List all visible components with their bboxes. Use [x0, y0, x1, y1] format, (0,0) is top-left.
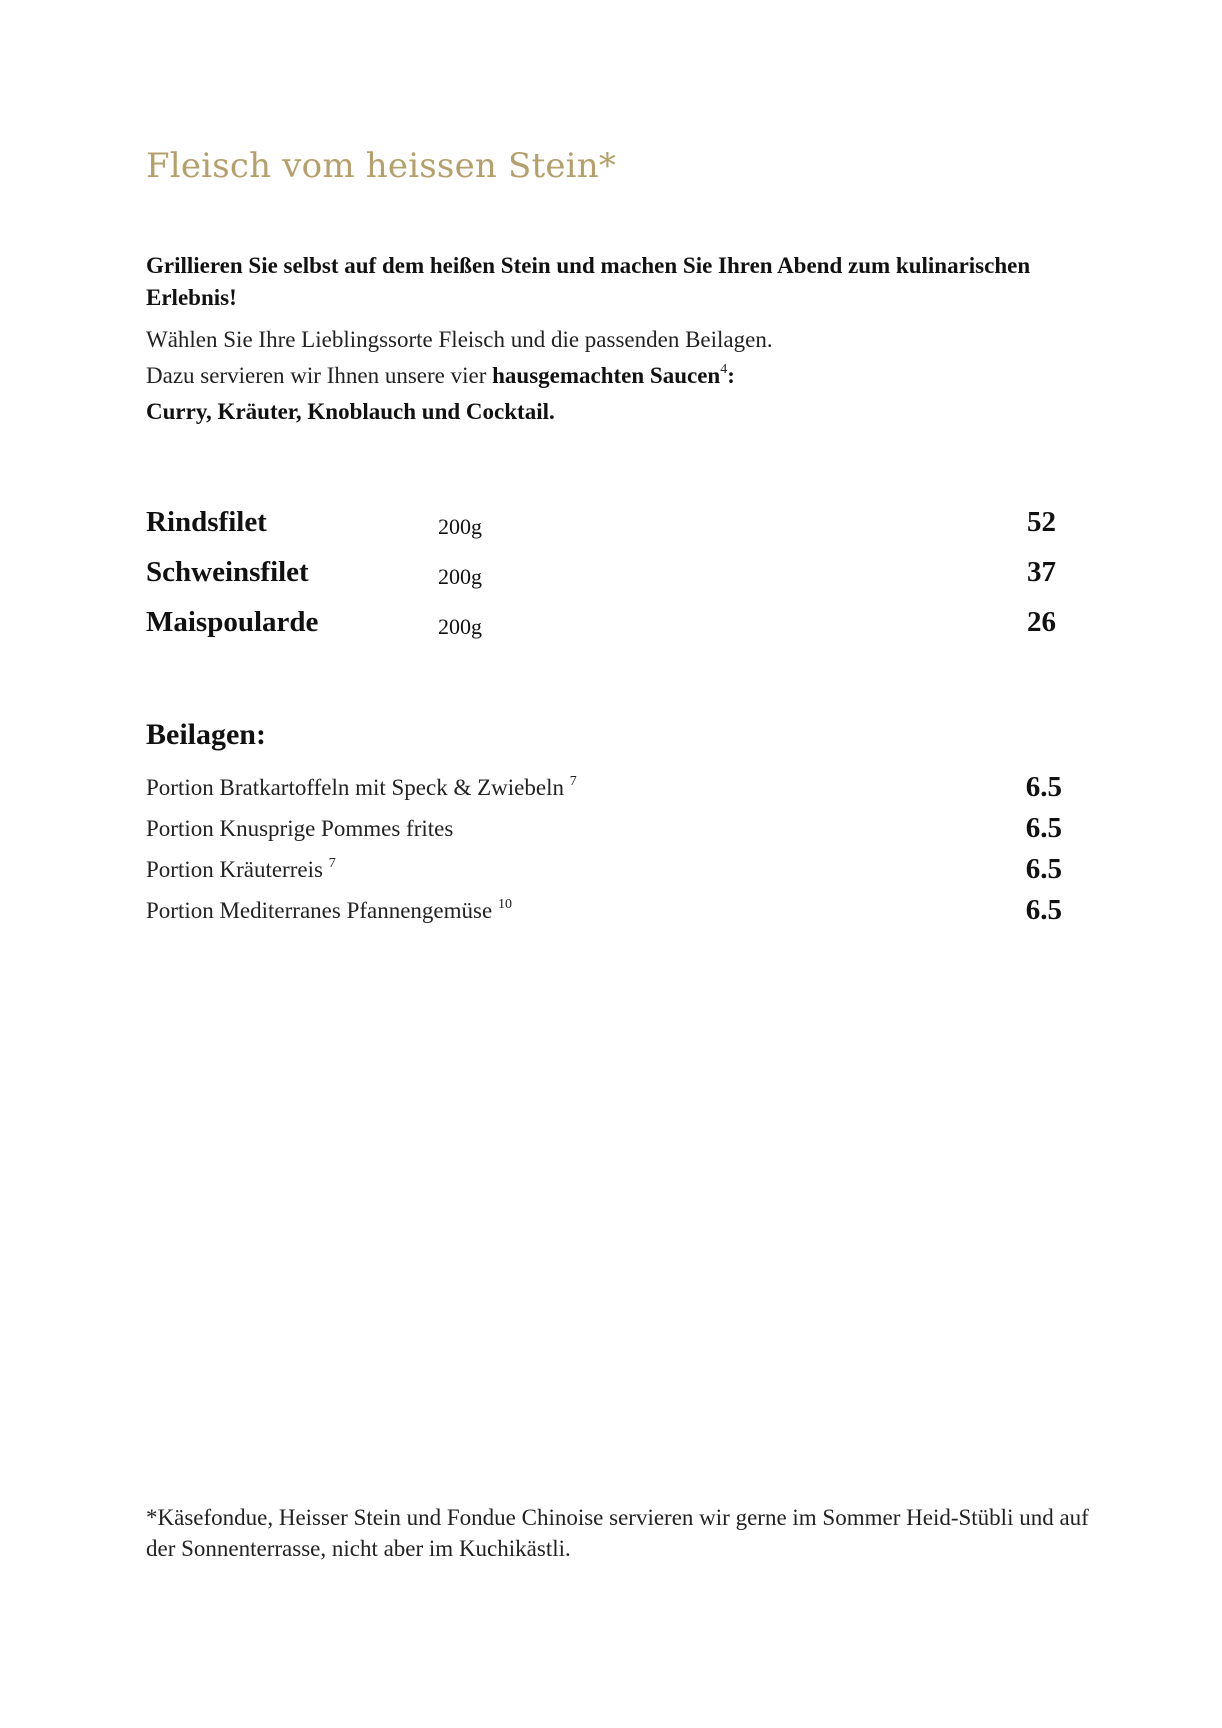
meat-price: 52 — [1027, 506, 1056, 538]
meat-name: Maispoularde — [146, 606, 319, 638]
side-name — [146, 898, 512, 924]
side-item — [146, 812, 1062, 852]
meat-name: Schweinsfilet — [146, 556, 309, 588]
intro-line-2 — [146, 358, 1086, 394]
sauces-label: hausgemachten Saucen — [492, 363, 721, 388]
side-item — [146, 894, 1062, 934]
page-title: Fleisch vom heissen Stein* — [146, 146, 617, 186]
meat-item — [146, 606, 1056, 652]
side-price: 6.5 — [1025, 853, 1062, 885]
side-price: 6.5 — [1025, 894, 1062, 926]
sauces-allergen-note: 4 — [720, 362, 728, 377]
side-name — [146, 857, 336, 883]
meat-price: 26 — [1027, 606, 1056, 638]
side-item — [146, 771, 1062, 811]
footnote: *Käsefondue, Heisser Stein und Fondue Chinoise servieren wir gerne im Sommer Heid-Stübli und auf der Sonnenterrasse, nicht aber im Kuchikästli. — [146, 1505, 1089, 1561]
side-allergen-note: 7 — [569, 774, 577, 789]
side-name — [146, 816, 453, 842]
intro-line-1: Wählen Sie Ihre Lieblingssorte Fleisch und die passenden Beilagen. — [146, 327, 773, 352]
side-label: Portion Kräuterreis — [146, 857, 323, 882]
side-price: 6.5 — [1025, 771, 1062, 803]
meat-price: 37 — [1027, 556, 1056, 588]
intro-headline: Grillieren Sie selbst auf dem heißen Stein und machen Sie Ihren Abend zum kulinarischen Erlebnis! — [146, 253, 1031, 310]
intro-line-2-prefix: Dazu servieren wir Ihnen unsere vier — [146, 363, 487, 388]
side-allergen-note: 7 — [328, 856, 336, 871]
meat-weight: 200g — [438, 514, 482, 539]
side-allergen-note: 10 — [497, 897, 512, 912]
side-price: 6.5 — [1025, 812, 1062, 844]
intro-line-2-suffix: : — [727, 363, 735, 388]
intro-section — [146, 250, 1086, 430]
meat-item — [146, 506, 1056, 552]
side-item — [146, 853, 1062, 893]
side-label: Portion Mediterranes Pfannengemüse — [146, 898, 493, 923]
meat-name: Rindsfilet — [146, 506, 267, 538]
side-label: Portion Knusprige Pommes frites — [146, 816, 454, 841]
sides-heading: Beilagen: — [146, 718, 266, 751]
side-label: Portion Bratkartoffeln mit Speck & Zwiebeln — [146, 775, 564, 800]
side-name — [146, 775, 577, 801]
intro-paragraph — [146, 322, 1086, 430]
meat-weight: 200g — [438, 614, 482, 639]
intro-line-3: Curry, Kräuter, Knoblauch und Cocktail. — [146, 399, 555, 424]
meat-weight: 200g — [438, 564, 482, 589]
meat-item — [146, 556, 1056, 602]
